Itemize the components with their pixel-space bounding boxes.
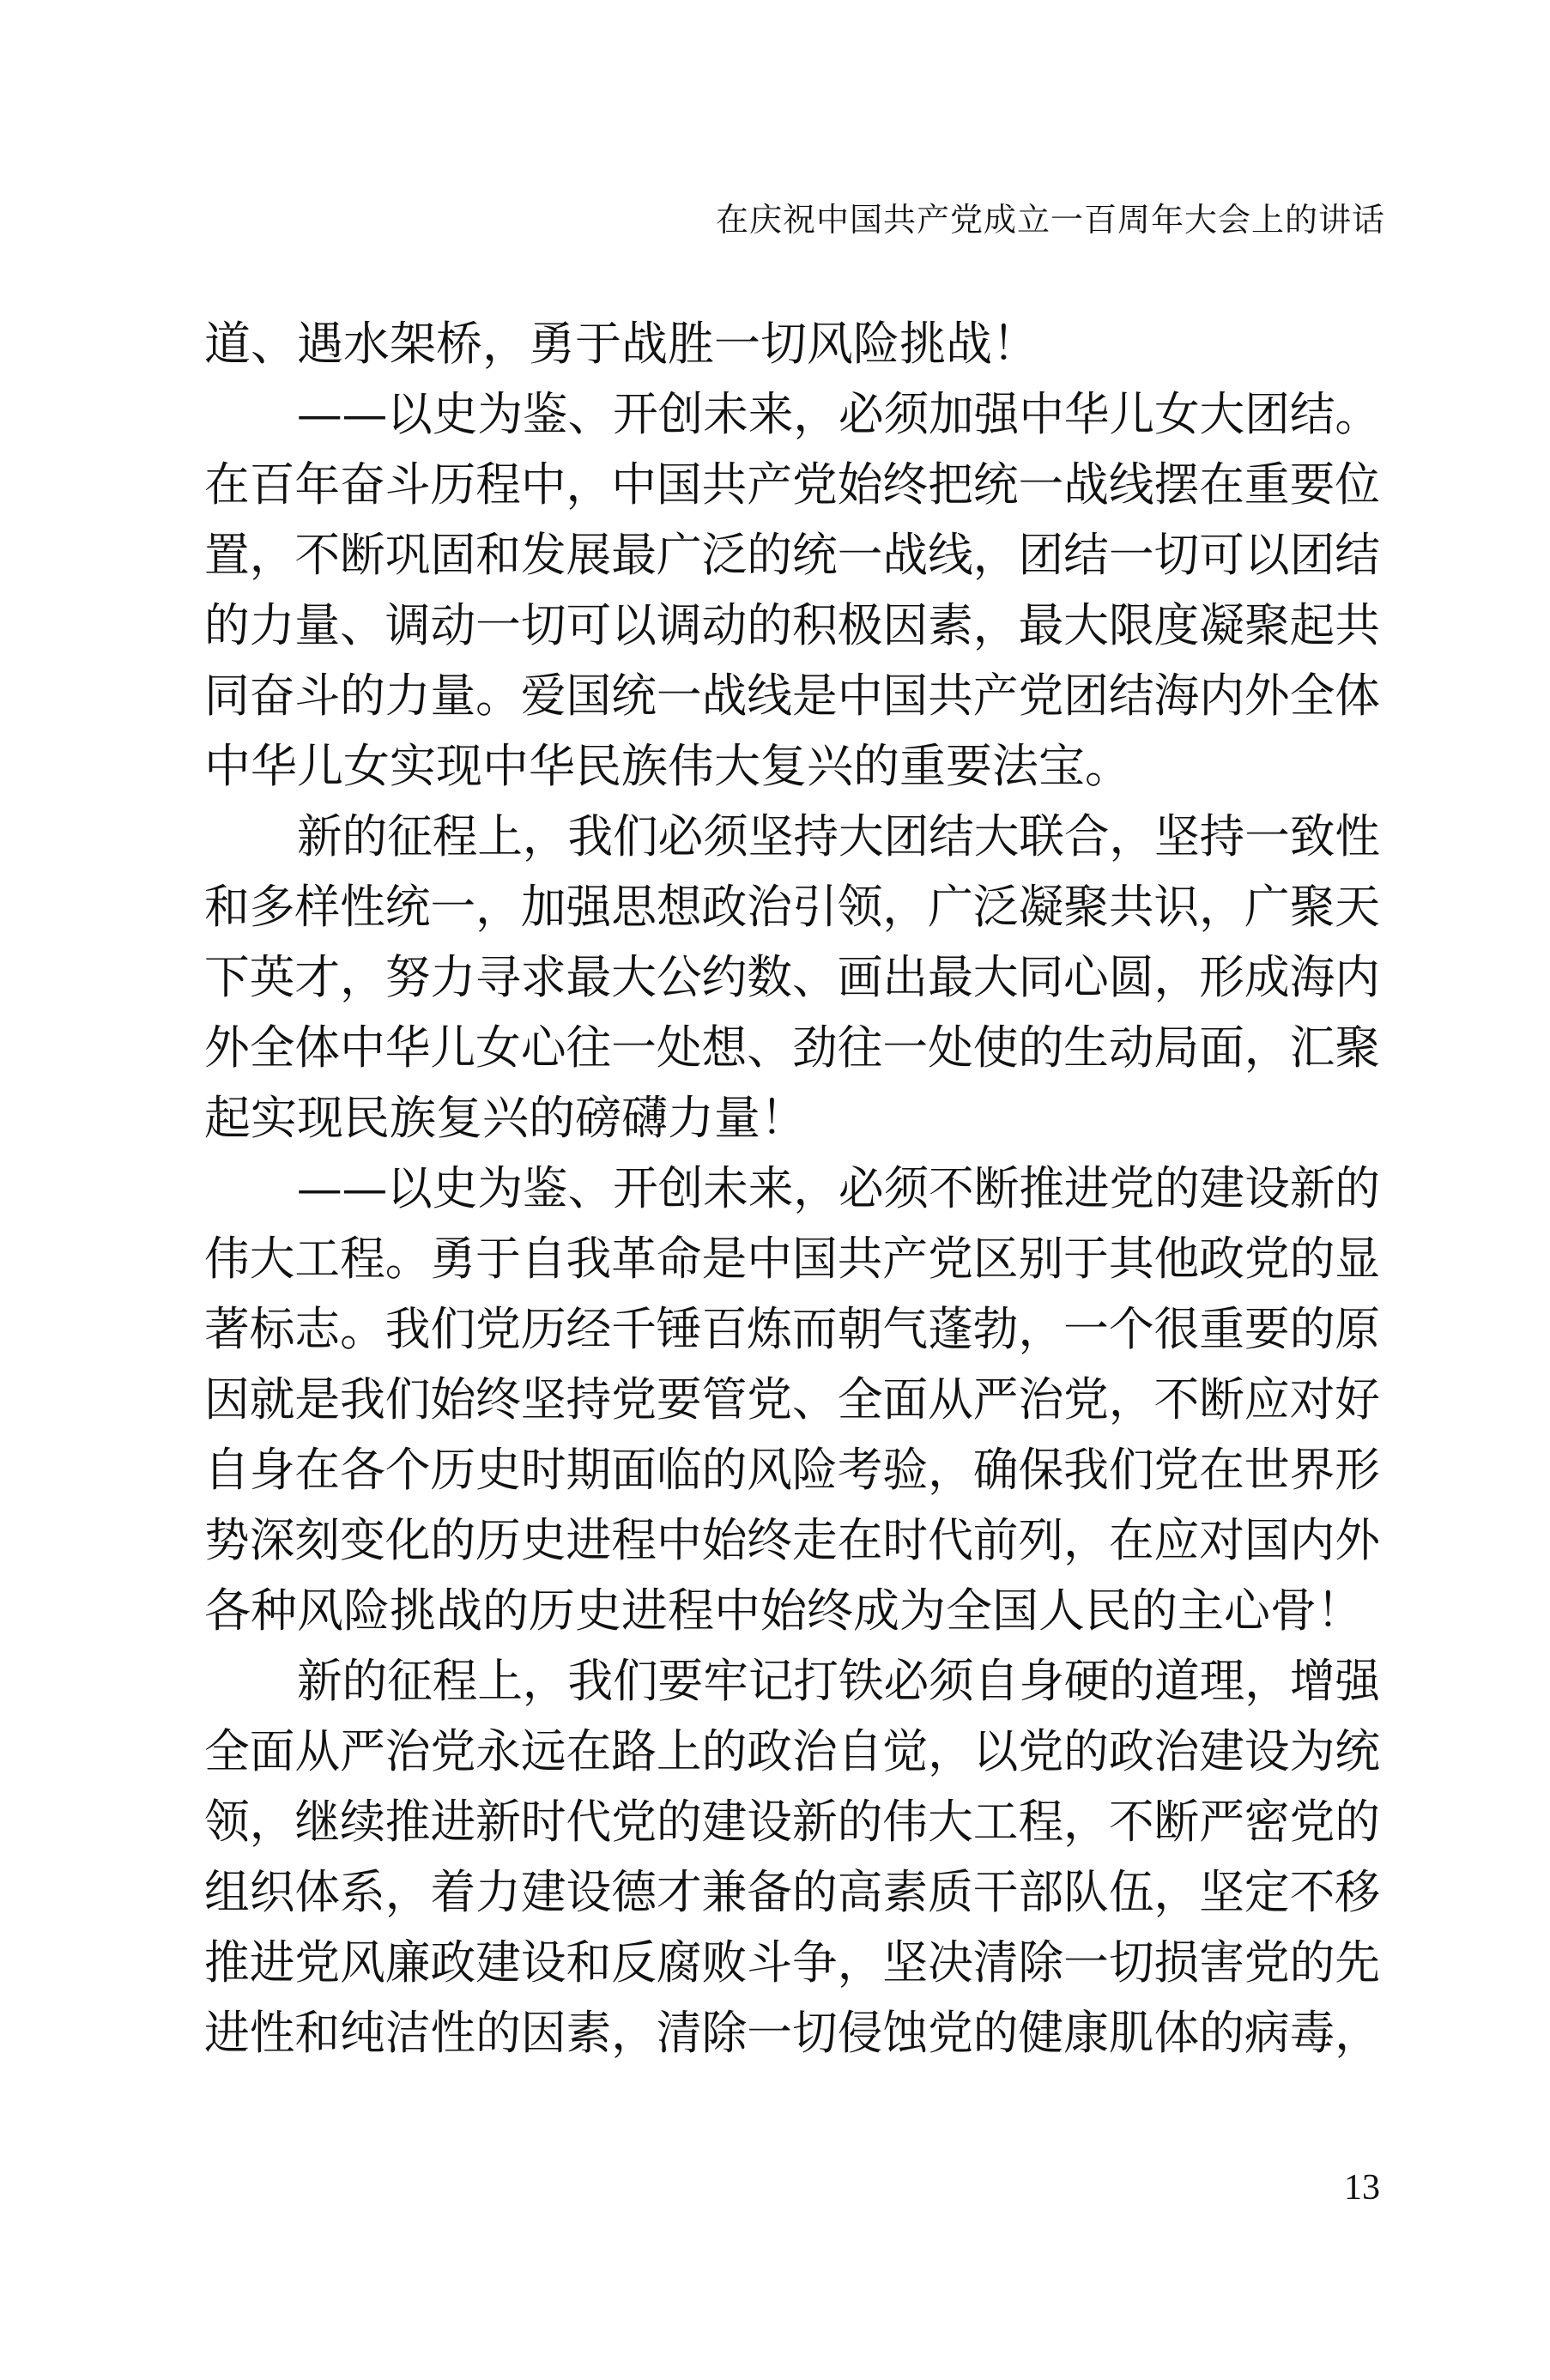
text-line: 自身在各个历史时期面临的风险考验，确保我们党在世界形 [204, 1443, 1380, 1497]
text-line: 伟大工程。勇于自我革命是中国共产党区别于其他政党的显 [204, 1232, 1380, 1286]
text-line: 置，不断巩固和发展最广泛的统一战线，团结一切可以团结 [204, 528, 1380, 582]
text-line: 著标志。我们党历经千锤百炼而朝气蓬勃，一个很重要的原 [204, 1302, 1380, 1356]
text-line: 起实现民族复兴的磅礴力量！ [204, 1091, 807, 1145]
text-line: 领，继续推进新时代党的建设新的伟大工程，不断严密党的 [204, 1795, 1380, 1849]
page-number: 13 [1344, 2168, 1380, 2207]
text-line: 因就是我们始终坚持党要管党、全面从严治党，不断应对好 [204, 1372, 1380, 1426]
paragraph-first-line: 新的征程上，我们要牢记打铁必须自身硬的道理，增强 [297, 1654, 1380, 1708]
text-line: 推进党风廉政建设和反腐败斗争，坚决清除一切损害党的先 [204, 1935, 1380, 1989]
text-line: 各种风险挑战的历史进程中始终成为全国人民的主心骨！ [204, 1584, 1363, 1638]
text-line: 道、遇水架桥，勇于战胜一切风险挑战！ [204, 317, 1038, 371]
paragraph-first-line: ——以史为鉴、开创未来，必须加强中华儿女大团结。 [297, 387, 1380, 441]
paragraph-first-line: ——以史为鉴、开创未来，必须不断推进党的建设新的 [297, 1161, 1380, 1215]
text-line: 组织体系，着力建设德才兼备的高素质干部队伍，坚定不移 [204, 1865, 1380, 1919]
text-line: 全面从严治党永远在路上的政治自觉，以党的政治建设为统 [204, 1724, 1380, 1778]
text-line: 和多样性统一，加强思想政治引领，广泛凝聚共识，广聚天 [204, 880, 1380, 934]
text-line: 的力量、调动一切可以调动的积极因素，最大限度凝聚起共 [204, 598, 1380, 652]
text-line: 中华儿女实现中华民族伟大复兴的重要法宝。 [204, 739, 1131, 793]
running-header: 在庆祝中国共产党成立一百周年大会上的讲话 [715, 201, 1385, 239]
paragraph-first-line: 新的征程上，我们必须坚持大团结大联合，坚持一致性 [297, 809, 1380, 863]
body-text [204, 309, 1380, 2068]
text-line: 势深刻变化的历史进程中始终走在时代前列，在应对国内外 [204, 1513, 1380, 1567]
text-line: 同奋斗的力量。爱国统一战线是中国共产党团结海内外全体 [204, 669, 1380, 723]
text-line: 下英才，努力寻求最大公约数、画出最大同心圆，形成海内 [204, 950, 1380, 1004]
text-line: 进性和纯洁性的因素，清除一切侵蚀党的健康肌体的病毒， [204, 2006, 1380, 2060]
text-line: 外全体中华儿女心往一处想、劲往一处使的生动局面，汇聚 [204, 1020, 1380, 1075]
text-line: 在百年奋斗历程中，中国共产党始终把统一战线摆在重要位 [204, 457, 1380, 512]
